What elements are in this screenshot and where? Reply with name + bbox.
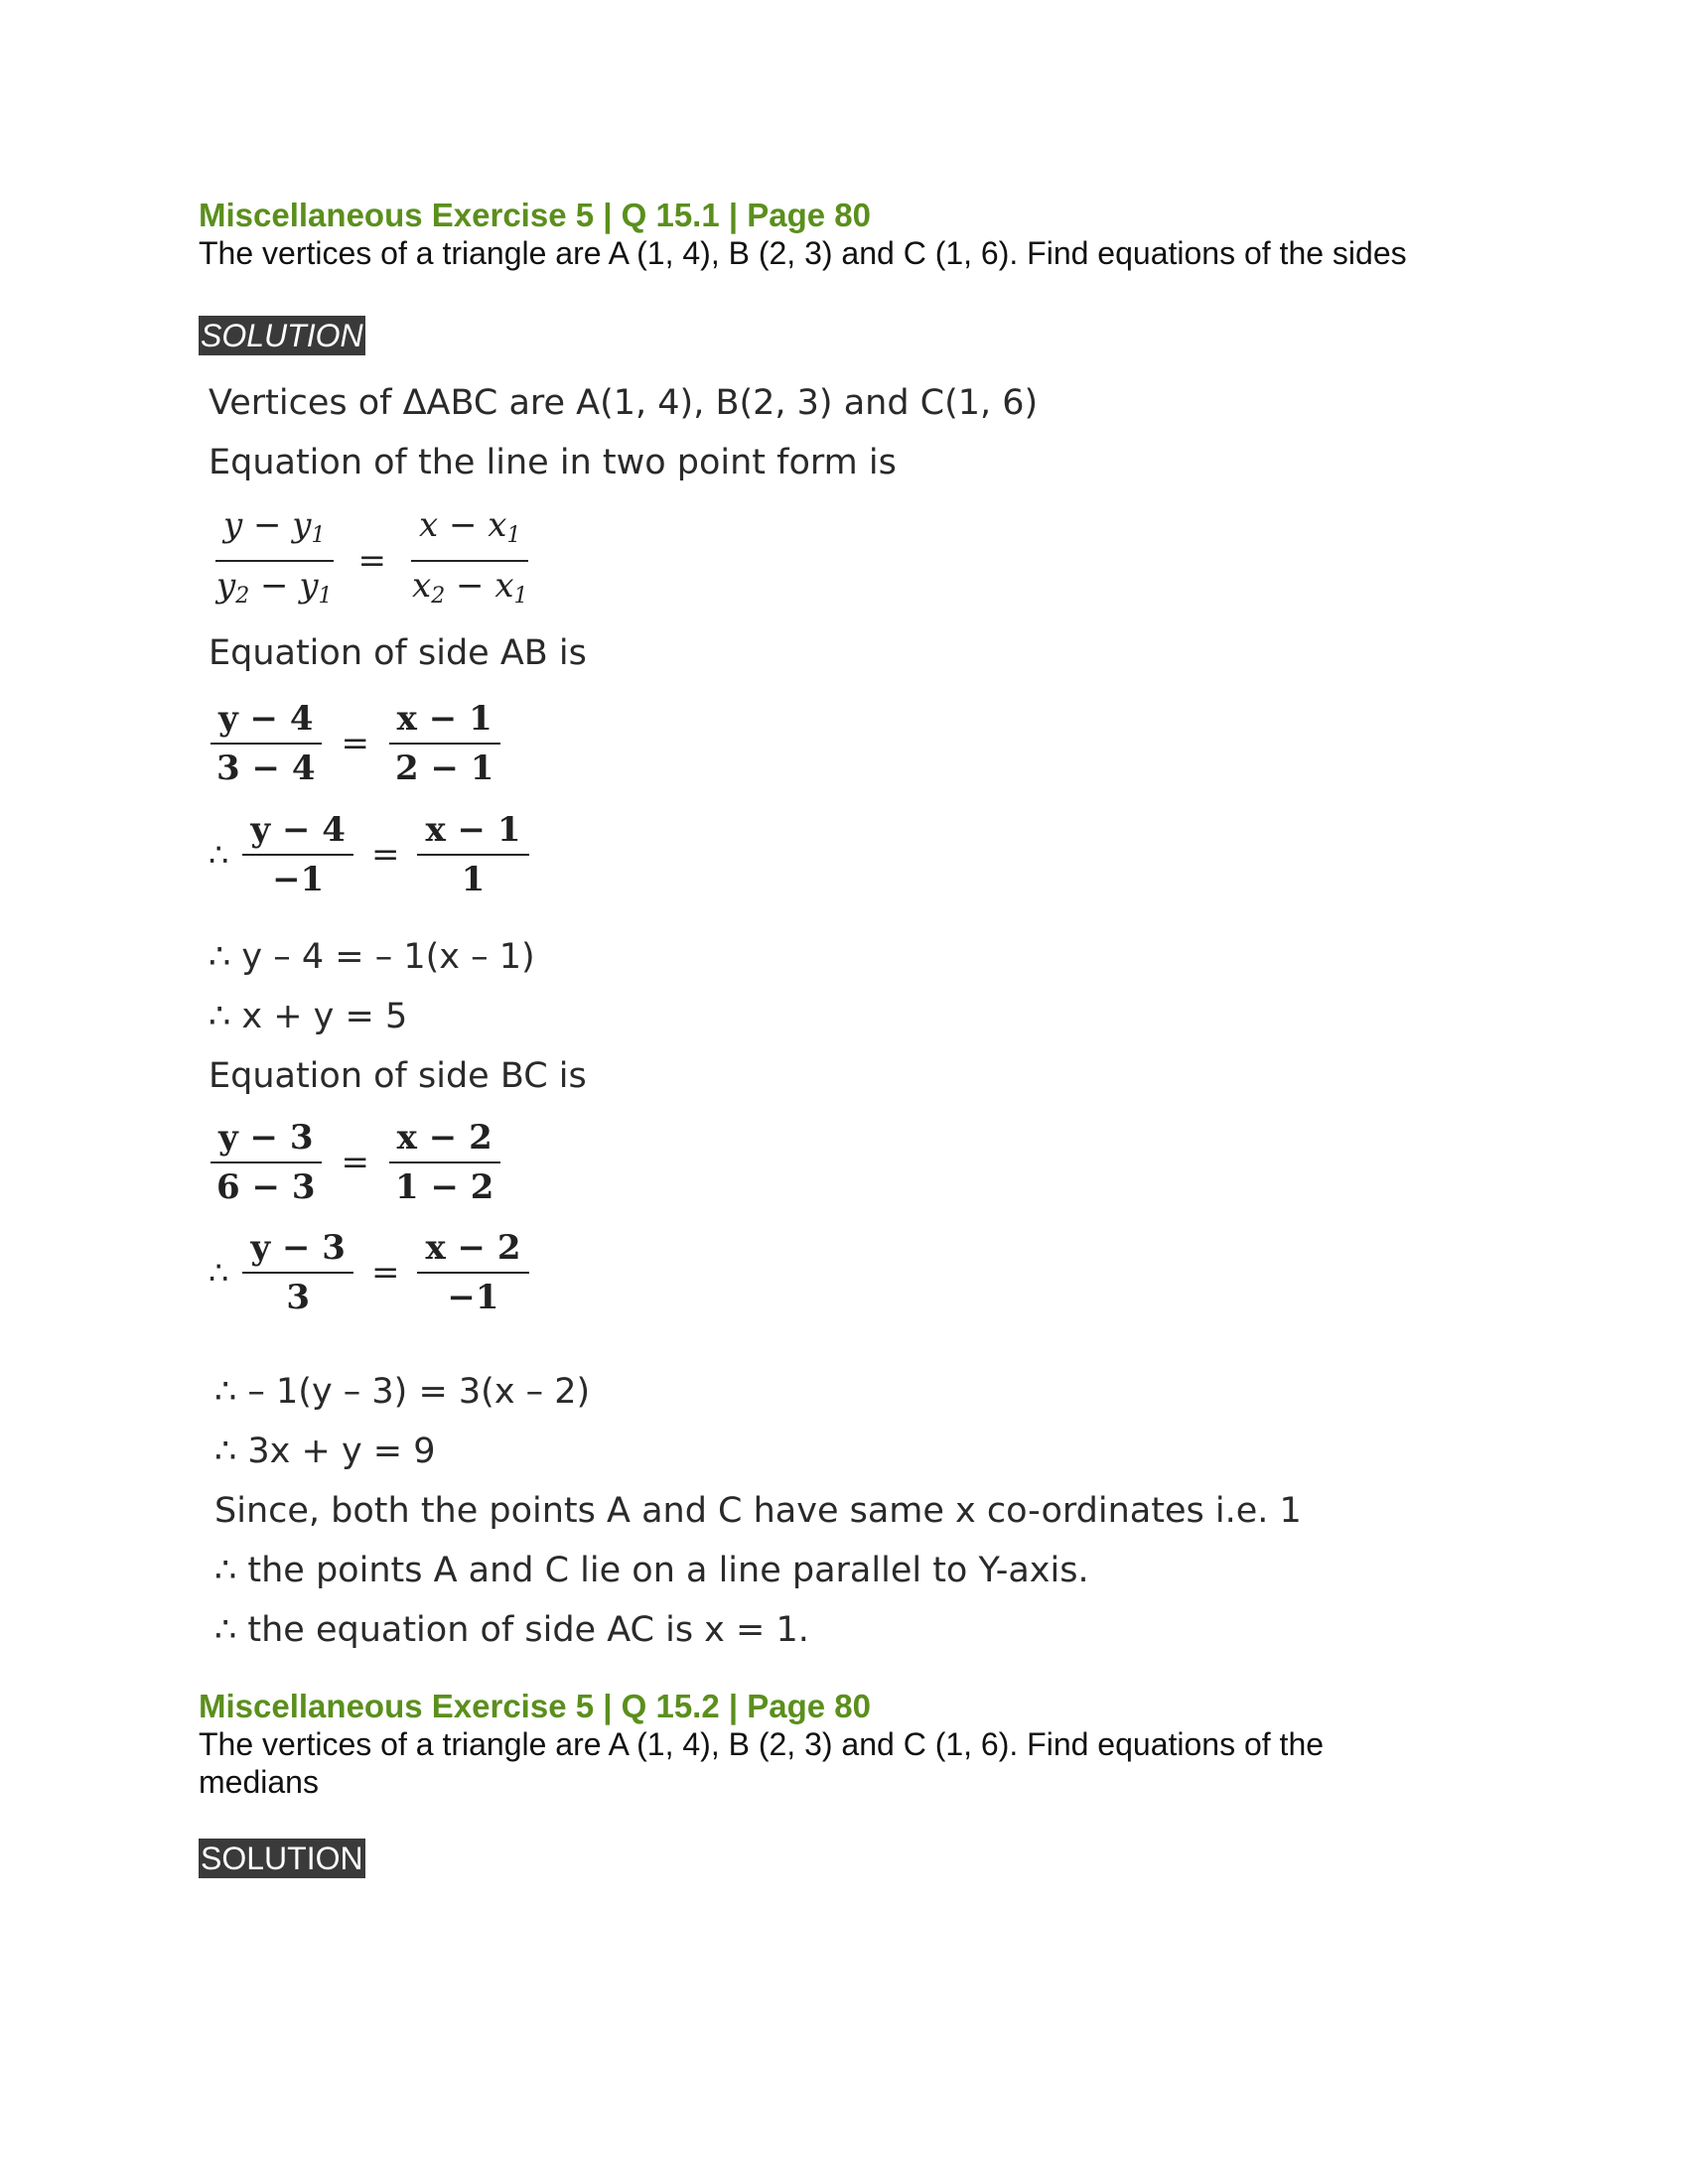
solution-line: Equation of side BC is <box>209 1056 587 1096</box>
two-point-form-equation: $\frac{y - y_1}{y_2 - y_1}$ = $\frac{x - x_1}{x_2 - x_1}$ <box>209 501 536 620</box>
solution-line: Vertices of ΔABC are A(1, 4), B(2, 3) and C(1, 6) <box>209 383 1039 423</box>
solution-line: ∴ 3x + y = 9 <box>214 1432 436 1471</box>
question-text: The vertices of a triangle are A (1, 4), B (2, 3) and C (1, 6). Find equations of the medians <box>199 1726 1325 1800</box>
solution-line: Equation of side AB is <box>209 633 587 673</box>
fraction-rhs: $\frac{x - x_1}{x_2 - x_1}$ <box>404 501 535 620</box>
fraction-lhs: $\frac{y - y_1}{y_2 - y_1}$ <box>209 501 341 620</box>
solution-line: ∴ x + y = 5 <box>209 997 408 1036</box>
solution-line: Equation of the line in two point form is <box>209 443 897 482</box>
solution-line: ∴ y – 4 = – 1(x – 1) <box>209 937 535 977</box>
solution-label: SOLUTION <box>201 1841 363 1876</box>
solution-line: Since, both the points A and C have same x co-ordinates i.e. 1 <box>214 1491 1302 1531</box>
equation-ab-step1: $\frac{y - 4}{3 - 4}$ = $\frac{x - 1}{2 - 1}$ <box>209 695 501 792</box>
solution-line: ∴ the points A and C lie on a line parallel to Y-axis. <box>214 1551 1089 1590</box>
equation-bc-step2: ∴ $\frac{y - 3}{3}$ = $\frac{x - 2}{-1}$ <box>209 1224 529 1321</box>
solution-line: ∴ the equation of side AC is x = 1. <box>214 1610 809 1650</box>
question-text: The vertices of a triangle are A (1, 4), B (2, 3) and C (1, 6). Find equations of the sides <box>199 235 1407 271</box>
solution-line: ∴ – 1(y – 3) = 3(x – 2) <box>214 1372 591 1412</box>
equation-bc-step1: $\frac{y - 3}{6 - 3}$ = $\frac{x - 2}{1 - 2}$ <box>209 1114 501 1211</box>
equation-ab-step2: ∴ $\frac{y - 4}{-1}$ = $\frac{x - 1}{1}$ <box>209 806 529 903</box>
solution-label: SOLUTION <box>201 318 363 353</box>
question-heading: Miscellaneous Exercise 5 | Q 15.2 | Page 80 <box>199 1688 872 1724</box>
question-heading: Miscellaneous Exercise 5 | Q 15.1 | Page 80 <box>199 197 872 233</box>
